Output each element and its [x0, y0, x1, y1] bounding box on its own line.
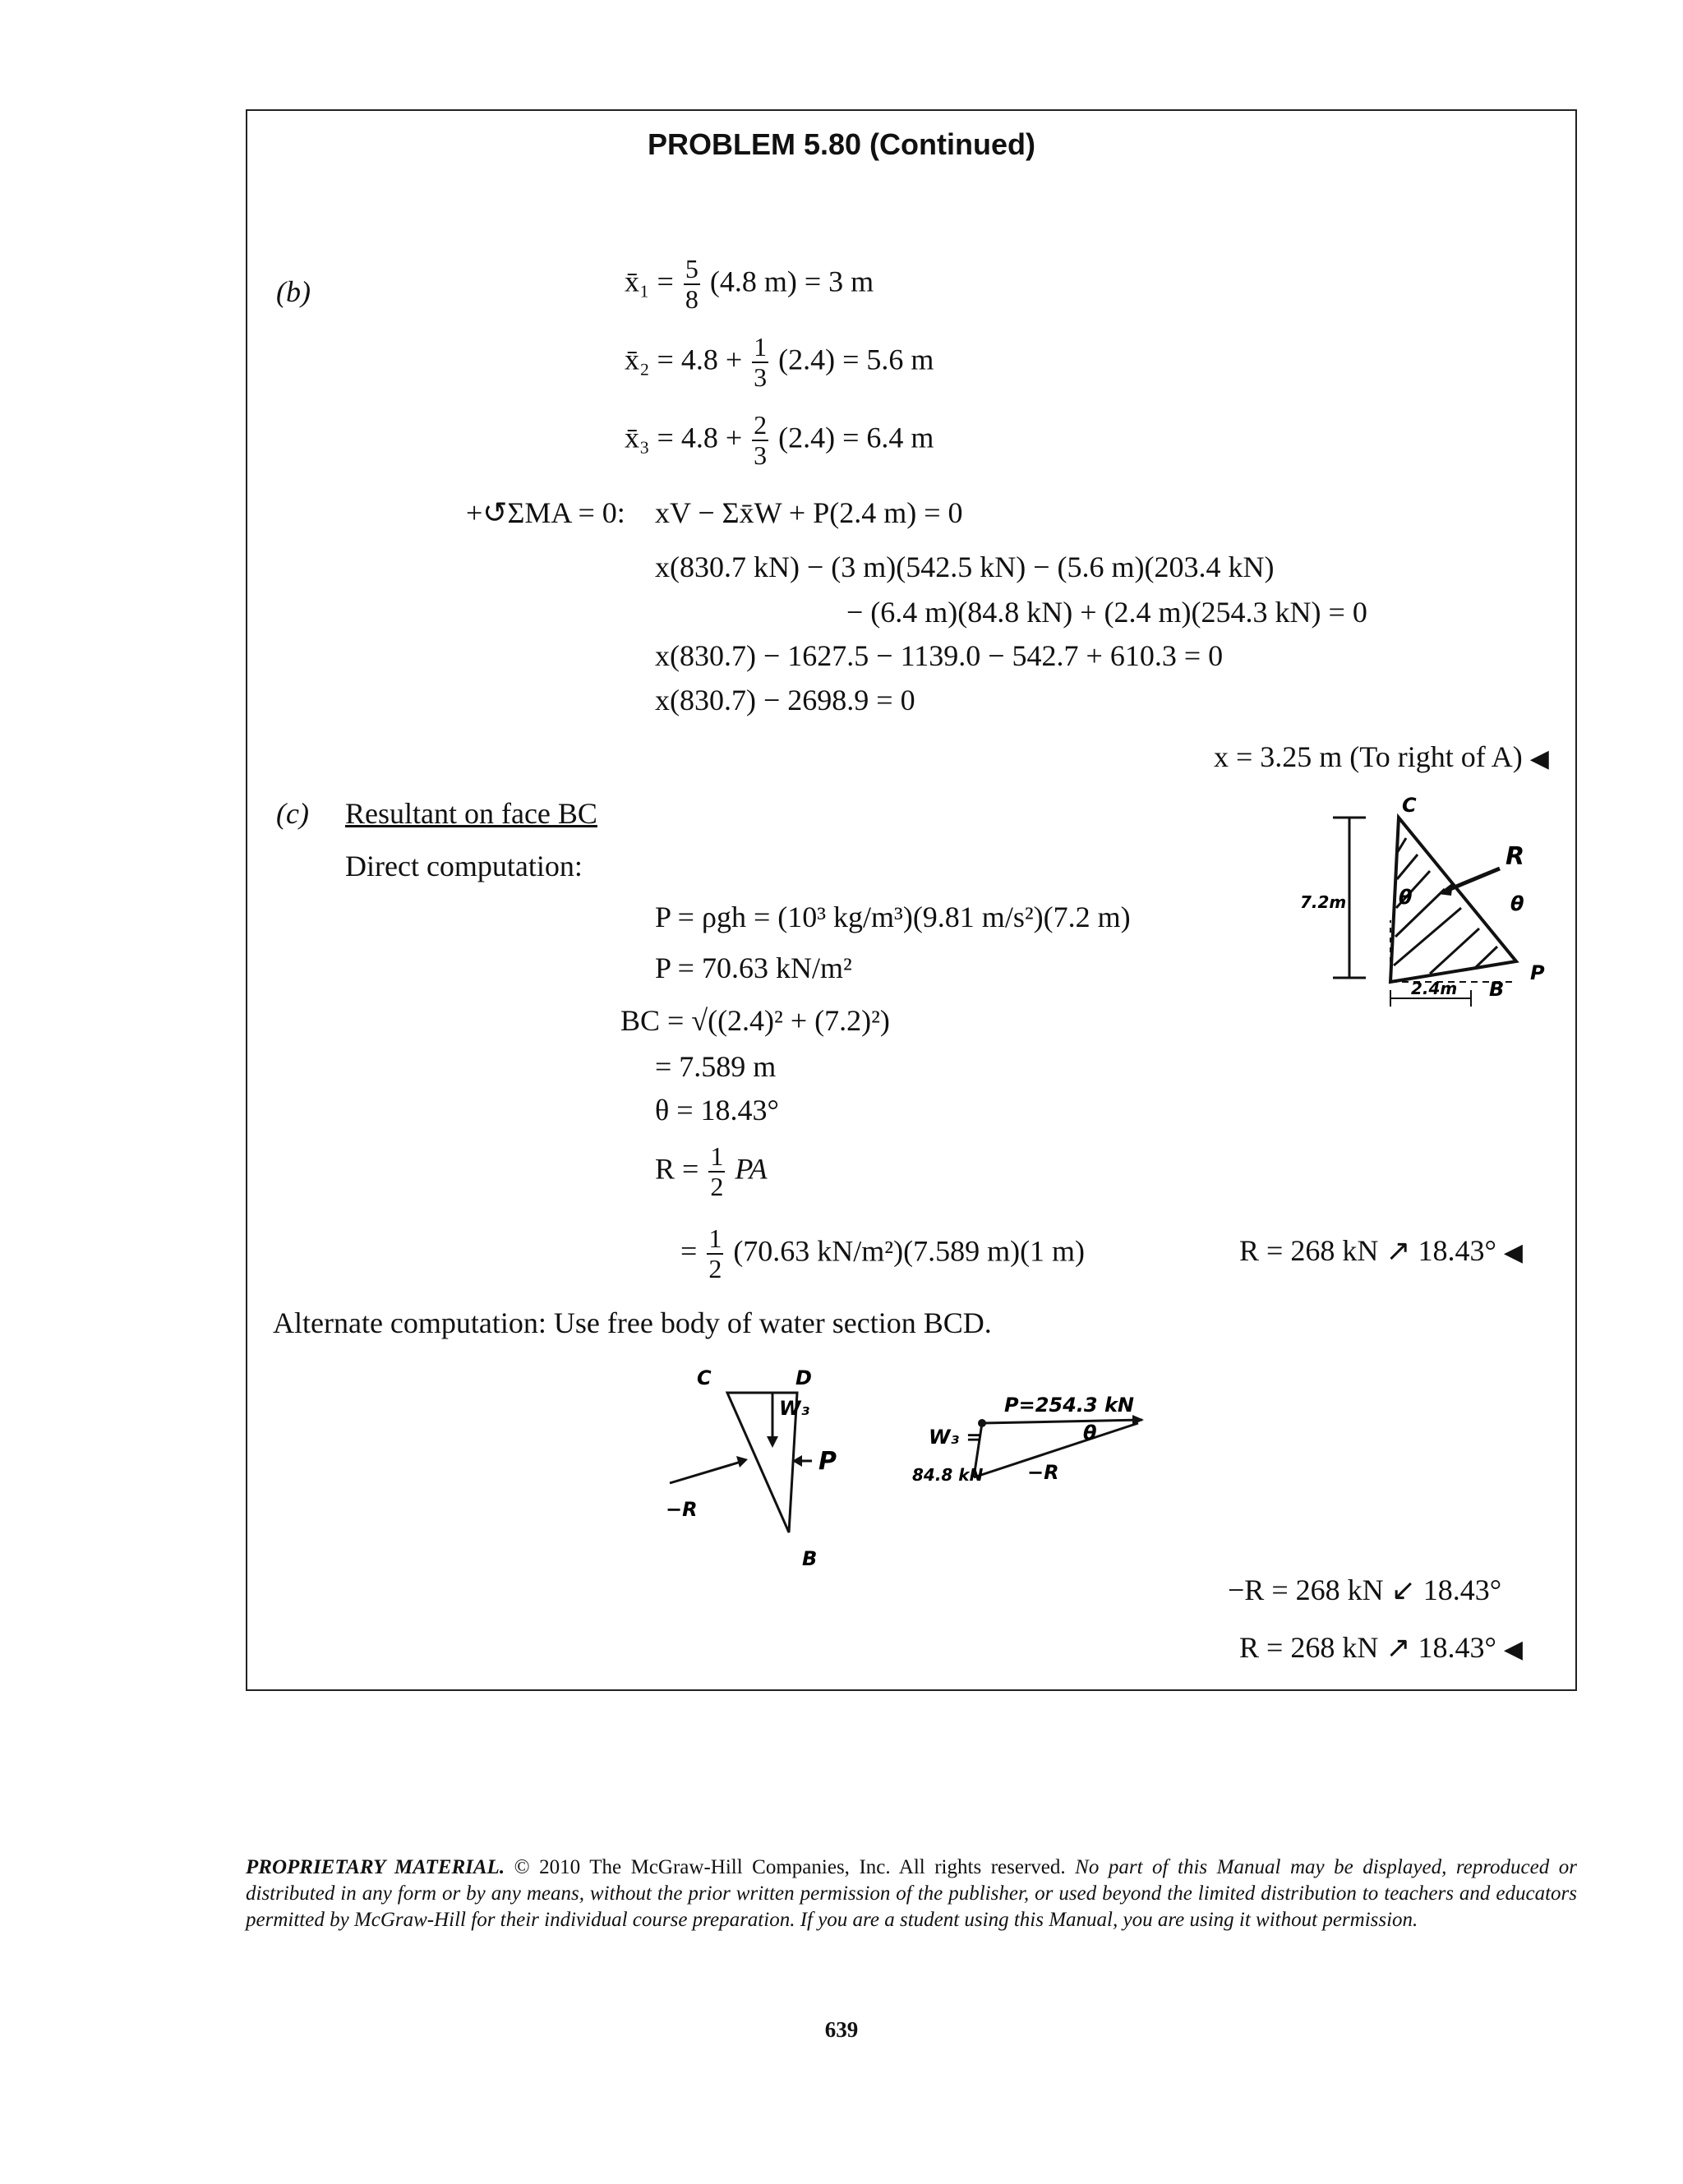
eq-x1 — [625, 255, 874, 314]
r1-rhs: PA — [735, 1152, 768, 1186]
eq-subst-2: − (6.4 m)(84.8 kN) + (2.4 m)(254.3 kN) = 0 — [846, 596, 1367, 629]
answer-marker-icon: ◀ — [1503, 1636, 1523, 1663]
sketch2-label-b: B — [802, 1547, 818, 1570]
eq-pressure: P = ρgh = (10³ kg/m³)(9.81 m/s²)(7.2 m) — [655, 901, 1131, 933]
sketch2-theta: θ — [1083, 1421, 1097, 1444]
r1-num: 1 — [708, 1142, 725, 1173]
eq-r2 — [680, 1224, 1085, 1283]
sketch2-p-force: P=254.3 kN — [1004, 1394, 1135, 1417]
x2-den: 3 — [754, 362, 768, 393]
page-number: 639 — [824, 2017, 859, 2042]
x1-rhs: (4.8 m) = 3 m — [709, 265, 874, 298]
r2-den: 2 — [708, 1254, 722, 1284]
sketch1-theta: θ — [1399, 886, 1413, 909]
result-r — [1239, 1236, 1523, 1265]
result-neg-r: −R = 268 kN ↙ 18.43° — [1228, 1573, 1502, 1606]
x2-rhs: (2.4) = 5.6 m — [778, 343, 934, 376]
result-x-text: x = 3.25 m (To right of A) — [1214, 740, 1523, 773]
sketch2-label-p: P — [818, 1447, 837, 1476]
eq-subst-1: x(830.7 kN) − (3 m)(542.5 kN) − (5.6 m)(203.4 kN) — [655, 551, 1275, 583]
r2-rhs: (70.63 kN/m²)(7.589 m)(1 m) — [733, 1234, 1086, 1268]
sketch2-w3: W₃ — [779, 1397, 809, 1420]
r1-den: 2 — [710, 1172, 724, 1202]
x1-den: 8 — [685, 284, 699, 315]
x3-fraction — [752, 411, 768, 470]
sketch2-w3-eq: W₃ = — [929, 1426, 983, 1449]
free-body-sketch — [649, 1364, 1159, 1578]
answer-marker-icon: ◀ — [1503, 1239, 1523, 1266]
eq-pressure-value: P = 70.63 kN/m² — [655, 951, 852, 984]
eq-r1 — [655, 1142, 768, 1201]
sketch1-label-c: C — [1402, 794, 1417, 817]
x3-den: 3 — [754, 440, 768, 471]
sketch2-neg-r: −R — [666, 1498, 698, 1521]
sketch2-label-d: D — [795, 1366, 812, 1389]
eq-bc: BC = √((2.4)² + (7.2)²) — [620, 1004, 890, 1037]
sketch2-w3-value: 84.8 kN — [912, 1465, 984, 1485]
x3-num: 2 — [752, 411, 768, 441]
eq-theta: θ = 18.43° — [655, 1094, 779, 1127]
footer-italic: No part of this Manual may be displayed, reproduced or distributed in any form or by any means, without the prior written permission of the publisher, or used beyond the limited distribution to teachers and educators permitted by McGraw-Hill for their individual course preparation. If you are a student using this Manual, you are using it without permission. — [246, 1856, 1577, 1931]
result-final-text: R = 268 kN ↗ 18.43° — [1239, 1631, 1496, 1664]
x1-num: 5 — [684, 255, 700, 285]
sketch1-height: 7.2m — [1300, 892, 1347, 912]
sketch2-neg-r2: −R — [1027, 1461, 1059, 1484]
result-final — [1239, 1633, 1523, 1662]
x3-rhs: (2.4) = 6.4 m — [778, 421, 934, 454]
x2-lhs: x̄₂ = 4.8 + — [625, 343, 743, 376]
x2-num: 1 — [752, 333, 768, 363]
result-x — [1214, 742, 1549, 772]
x1-lhs: x̄₁ = — [625, 265, 674, 298]
part-c-label: (c) — [276, 797, 309, 830]
eq-moment: xV − Σx̄W + P(2.4 m) = 0 — [655, 496, 963, 529]
sketch1-label-b: B — [1489, 978, 1505, 1001]
part-c-subheading: Direct computation: — [345, 850, 583, 882]
eq-x2 — [625, 333, 934, 392]
result-r-text: R = 268 kN ↗ 18.43° — [1239, 1234, 1496, 1267]
x3-lhs: x̄₃ = 4.8 + — [625, 421, 743, 454]
sketch1-label-r: R — [1505, 842, 1525, 871]
r2-fraction — [707, 1224, 723, 1283]
eq-x3 — [625, 411, 934, 470]
eq-bc-value: = 7.589 m — [655, 1050, 777, 1083]
r1-lhs: R = — [655, 1152, 699, 1186]
r1-fraction — [708, 1142, 725, 1201]
part-b-label: (b) — [276, 275, 311, 308]
copyright-footer — [246, 1855, 1577, 1933]
sketch1-theta2: θ — [1510, 892, 1524, 915]
sketch2-label-c: C — [697, 1366, 712, 1389]
r2-lhs: = — [680, 1234, 698, 1268]
r2-num: 1 — [707, 1224, 723, 1255]
page-title: PROBLEM 5.80 (Continued) — [647, 127, 1035, 161]
alternate-text: Alternate computation: Use free body of water section BCD. — [273, 1306, 992, 1339]
footer-normal: © 2010 The McGraw-Hill Companies, Inc. All rights reserved. — [505, 1856, 1076, 1878]
sketch1-width: 2.4m — [1411, 979, 1458, 998]
pressure-sketch — [1298, 789, 1545, 1027]
x2-fraction — [752, 333, 768, 392]
answer-marker-icon: ◀ — [1529, 745, 1549, 772]
moment-label: +↺ΣMA = 0: — [466, 496, 625, 529]
x1-fraction — [684, 255, 700, 314]
eq-subst-4: x(830.7) − 2698.9 = 0 — [655, 684, 915, 716]
footer-bold: PROPRIETARY MATERIAL. — [246, 1856, 505, 1878]
sketch1-label-p: P — [1530, 961, 1545, 984]
eq-subst-3: x(830.7) − 1627.5 − 1139.0 − 542.7 + 610.3 = 0 — [655, 639, 1224, 672]
part-c-heading: Resultant on face BC — [345, 797, 597, 830]
